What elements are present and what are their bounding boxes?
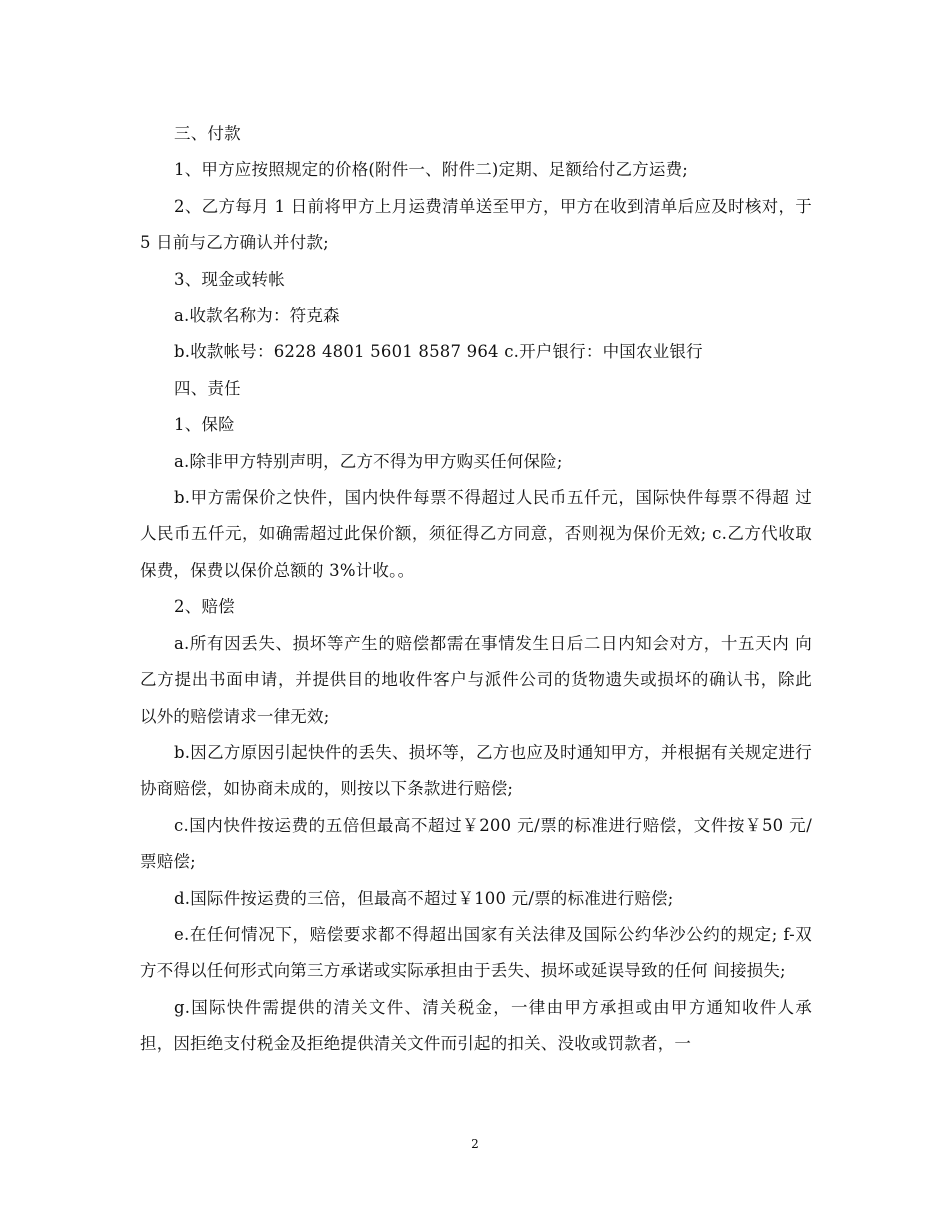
paragraph: 2、赔偿 bbox=[174, 597, 235, 617]
paragraph: d.国际件按运费的三倍，但最高不超过￥100 元/票的标准进行赔偿; bbox=[174, 888, 674, 908]
paragraph: c.国内快件按运费的五倍但最高不超过￥200 元/票的标准进行赔偿，文件按￥50 元/票赔偿; bbox=[140, 815, 812, 872]
paragraph: 1、甲方应按照规定的价格(附件一、附件二)定期、足额给付乙方运费; bbox=[174, 160, 689, 180]
paragraph: a.除非甲方特别声明，乙方不得为甲方购买任何保险; bbox=[174, 451, 563, 471]
page-number: 2 bbox=[471, 1137, 479, 1151]
section-heading-liability: 四、责任 bbox=[174, 378, 241, 398]
section-heading-payment: 三、付款 bbox=[174, 124, 241, 143]
paragraph: a.收款名称为：符克森 bbox=[174, 306, 340, 326]
paragraph: 3、现金或转帐 bbox=[174, 269, 285, 289]
paragraph: g.国际快件需提供的清关文件、清关税金，一律由甲方承担或由甲方通知收件人承 担，因拒绝支付税金及拒绝提供清关文件而引起的扣关、没收或罚款者，一 bbox=[140, 997, 812, 1054]
paragraph: 1、保险 bbox=[174, 415, 235, 435]
paragraph: b.甲方需保价之快件，国内快件每票不得超过人民币五仟元，国际快件每票不得超 过人民币五仟元，如确需超过此保价额，须征得乙方同意，否则视为保价无效; c.乙方代收取保费，保费以保价总额的 3%计收。。 bbox=[140, 488, 812, 580]
paragraph: e.在任何情况下，赔偿要求都不得超出国家有关法律及国际公约华沙公约的规定; f-双方不得以任何形式向第三方承诺或实际承担由于丢失、损坏或延误导致的任何 间接损失; bbox=[140, 924, 812, 981]
paragraph: 2、乙方每月 1 日前将甲方上月运费清单送至甲方，甲方在收到清单后应及时核对，于 5 日前与乙方确认并付款; bbox=[140, 196, 812, 253]
paragraph: b.收款帐号：6228 4801 5601 8587 964 c.开户银行：中国农业银行 bbox=[174, 342, 703, 362]
paragraph: b.因乙方原因引起快件的丢失、损坏等，乙方也应及时通知甲方，并根据有关规定进行协商赔偿，如协商未成的，则按以下条款进行赔偿; bbox=[140, 742, 812, 799]
document-body bbox=[140, 116, 812, 1063]
paragraph: a.所有因丢失、损坏等产生的赔偿都需在事情发生日后二日内知会对方，十五天内 向乙方提出书面申请，并提供目的地收件客户与派件公司的货物遗失或损坏的确认书，除此 以外的赔偿请求一律无效; bbox=[140, 633, 812, 726]
